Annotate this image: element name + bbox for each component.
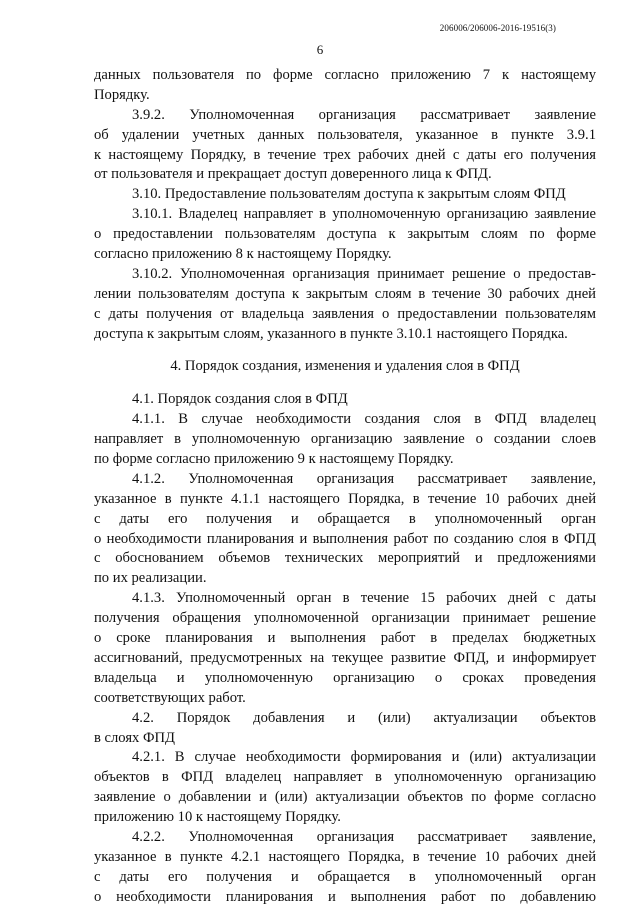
text-line: по форме согласно приложению 9 к настоящему Порядку. <box>94 451 454 468</box>
text-line: о необходимости планирования и выполнения работ по созданию слоя в ФПД <box>94 530 596 547</box>
paragraph-gap <box>94 377 596 390</box>
text-line: ассигнований, предусмотренных на текущее развитие ФПД, и информирует <box>94 649 596 666</box>
text-line: 3.10.1. Владелец направляет в уполномоченную организацию заявление <box>132 206 596 223</box>
text-line: указанное в пункте 4.2.1 настоящего Порядка, в течение 10 рабочих дней <box>94 848 596 865</box>
section-heading: в слоях ФПД <box>94 729 175 746</box>
page-number: 6 <box>316 42 324 57</box>
text-line: указанное в пункте 4.1.1 настоящего Порядка, в течение 10 рабочих дней <box>94 490 596 507</box>
text-line: данных пользователя по форме согласно приложению 7 к настоящему <box>94 67 596 83</box>
text-line: о предоставлении пользователям доступа к закрытым слоям по форме <box>94 226 596 243</box>
text-line: Порядку. <box>94 86 150 103</box>
text-line: 3.9.2. Уполномоченная организация рассматривает заявление <box>132 106 596 123</box>
text-line: согласно приложению 8 к настоящему Порядку. <box>94 246 392 263</box>
section-heading: 4.1. Порядок создания слоя в ФПД <box>132 391 348 408</box>
text-line: 4.2.1. В случае необходимости формирования и (или) актуализации <box>132 749 596 766</box>
text-line: с даты его получения и обращается в уполномоченный орган <box>94 510 596 527</box>
text-line: 4.1.2. Уполномоченная организация рассматривает заявление, <box>132 470 596 487</box>
text-line: с даты его получения и обращается в уполномоченный орган <box>94 868 596 885</box>
text-line: от пользователя и прекращает доступ доверенного лица к ФПД. <box>94 166 492 183</box>
text-line: объектов в ФПД владелец направляет в уполномоченную организацию <box>94 769 596 786</box>
section-heading: 4.2. Порядок добавления и (или) актуализации объектов <box>132 709 596 726</box>
text-line: 4.2.2. Уполномоченная организация рассматривает заявление, <box>132 828 596 845</box>
text-line: получения обращения уполномоченной организации принимает решение <box>94 610 596 627</box>
text-line: с даты получения от владельца заявления о предоставлении пользователям <box>94 305 596 322</box>
text-line: 4.1.3. Уполномоченный орган в течение 15 рабочих дней с даты <box>132 590 596 607</box>
text-line: о сроке планирования и выполнения работ в пределах бюджетных <box>94 630 596 647</box>
document-id: 206006/206006-2016-19516(3) <box>439 23 556 33</box>
text-line: об удалении учетных данных пользователя, указанное в пункте 3.9.1 <box>94 126 596 143</box>
text-line: направляет в уполномоченную организацию заявление о создании слоев <box>94 431 596 448</box>
text-line: о необходимости планирования и выполнения работ по добавлению <box>94 888 596 905</box>
text-line: с обоснованием объемов технических мероприятий и предложениями <box>94 550 596 567</box>
text-line: заявление о добавлении и (или) актуализации объектов по форме согласно <box>94 789 596 806</box>
document-body <box>94 66 596 908</box>
text-line: доступа к закрытым слоям, указанного в пункте 3.10.1 настоящего Порядка. <box>94 325 568 342</box>
chapter-heading: 4. Порядок создания, изменения и удаления слоя в ФПД <box>170 358 520 375</box>
text-line: по их реализации. <box>94 570 207 587</box>
text-line: соответствующих работ. <box>94 689 246 706</box>
text-line: 4.1.1. В случае необходимости создания слоя в ФПД владелец <box>132 411 596 428</box>
section-heading: 3.10. Предоставление пользователям доступа к закрытым слоям ФПД <box>132 186 566 203</box>
text-line: лении пользователям доступа к закрытым слоям в течение 30 рабочих дней <box>94 285 596 302</box>
text-line: 3.10.2. Уполномоченная организация принимает решение о предостав- <box>132 265 596 282</box>
text-line: владельца и уполномоченную организацию о сроках проведения <box>94 669 596 686</box>
paragraph-gap <box>94 344 596 357</box>
text-line: приложению 10 к настоящему Порядку. <box>94 809 341 826</box>
text-line: к настоящему Порядку, в течение трех рабочих дней с даты его получения <box>94 146 596 163</box>
